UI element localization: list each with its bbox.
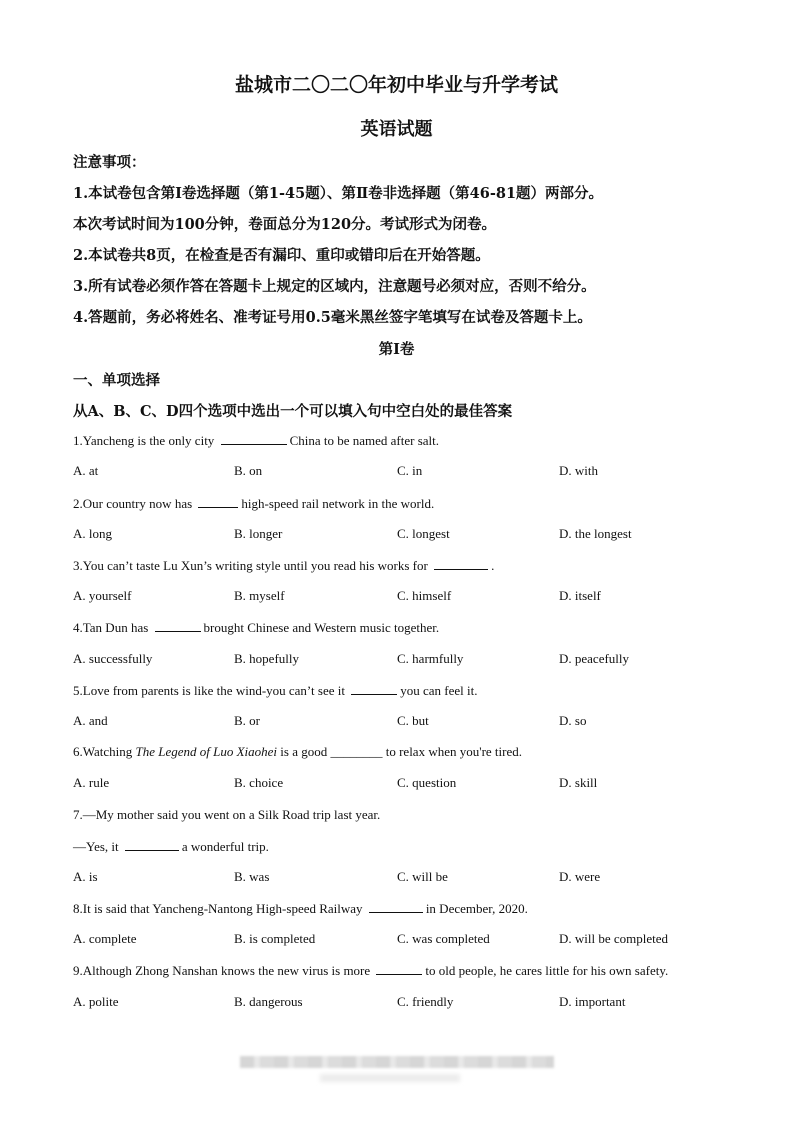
question-1 bbox=[73, 432, 439, 449]
option-c[interactable]: C. was completed bbox=[397, 931, 490, 946]
note-line: 3.所有试卷必须作答在答题卡上规定的区域内，注意题号必须对应，否则不给分。 bbox=[73, 278, 596, 295]
question-text: 5.Love from parents is like the wind-you can’t see it bbox=[73, 683, 349, 698]
question-8 bbox=[73, 900, 528, 917]
option-c[interactable]: C. in bbox=[397, 463, 423, 478]
question-6 bbox=[73, 744, 522, 760]
answer-blank bbox=[125, 838, 179, 851]
answer-blank bbox=[351, 682, 397, 695]
question-text: in December, 2020. bbox=[425, 901, 528, 916]
question-text: 3.You can’t taste Lu Xun’s writing style until you read his works for bbox=[73, 558, 432, 573]
question-text: to old people, he cares little for his own safety. bbox=[425, 963, 669, 978]
question-text: 6.Watching bbox=[73, 744, 136, 759]
question-text: —Yes, it bbox=[73, 839, 122, 854]
option-b[interactable]: B. choice bbox=[234, 775, 284, 790]
answer-blank bbox=[155, 619, 201, 632]
option-a[interactable]: A. polite bbox=[73, 994, 119, 1009]
option-a[interactable]: A. and bbox=[73, 713, 108, 728]
blurred-footer-watermark bbox=[320, 1074, 460, 1082]
option-a[interactable]: A. long bbox=[73, 526, 112, 541]
option-d[interactable]: D. skill bbox=[559, 775, 598, 790]
question-7-line1: 7.—My mother said you went on a Silk Road trip last year. bbox=[73, 807, 381, 822]
option-b[interactable]: B. on bbox=[234, 463, 263, 478]
option-b[interactable]: B. was bbox=[234, 869, 270, 884]
answer-blank bbox=[369, 900, 423, 913]
question-9 bbox=[73, 962, 668, 979]
option-c[interactable]: C. friendly bbox=[397, 994, 454, 1009]
notes-heading: 注意事项： bbox=[73, 154, 146, 171]
option-a[interactable]: A. rule bbox=[73, 775, 110, 790]
option-c[interactable]: C. but bbox=[397, 713, 429, 728]
option-d[interactable]: D. the longest bbox=[559, 526, 632, 541]
answer-blank bbox=[376, 962, 422, 975]
question-text: 4.Tan Dun has bbox=[73, 620, 152, 635]
question-text: brought Chinese and Western music together. bbox=[203, 620, 440, 635]
question-text: 1.Yancheng is the only city bbox=[73, 433, 218, 448]
option-c[interactable]: C. himself bbox=[397, 588, 452, 603]
option-a[interactable]: A. yourself bbox=[73, 588, 132, 603]
question-7 bbox=[73, 838, 269, 855]
question-text: you can feel it. bbox=[400, 683, 478, 698]
option-b[interactable]: B. is completed bbox=[234, 931, 316, 946]
option-d[interactable]: D. important bbox=[559, 994, 626, 1009]
question-text: 2.Our country now has bbox=[73, 496, 196, 511]
question-text: a wonderful trip. bbox=[181, 839, 269, 854]
part-heading: 一、单项选择 bbox=[73, 372, 160, 389]
note-line: 1.本试卷包含第Ⅰ卷选择题（第1-45题）、第Ⅱ卷非选择题（第46-81题）两部分。 bbox=[73, 185, 604, 202]
option-d[interactable]: D. will be completed bbox=[559, 931, 669, 946]
option-c[interactable]: C. question bbox=[397, 775, 457, 790]
option-b[interactable]: B. longer bbox=[234, 526, 283, 541]
book-title: The Legend of Luo Xiaohei bbox=[135, 744, 278, 759]
question-text: 8.It is said that Yancheng-Nantong High-speed Railway bbox=[73, 901, 366, 916]
question-text: 9.Although Zhong Nanshan knows the new virus is more bbox=[73, 963, 374, 978]
option-b[interactable]: B. or bbox=[234, 713, 260, 728]
option-c[interactable]: C. longest bbox=[397, 526, 450, 541]
option-a[interactable]: A. successfully bbox=[73, 651, 153, 666]
option-a[interactable]: A. at bbox=[73, 463, 99, 478]
note-line: 本次考试时间为100分钟，卷面总分为120分。考试形式为闭卷。 bbox=[73, 216, 497, 233]
answer-blank bbox=[221, 432, 287, 445]
question-text: high-speed rail network in the world. bbox=[241, 496, 435, 511]
option-d[interactable]: D. peacefully bbox=[559, 651, 630, 666]
exam-title: 盐城市二〇二〇年初中毕业与升学考试 bbox=[234, 74, 558, 96]
question-3 bbox=[73, 557, 494, 574]
answer-blank bbox=[434, 557, 488, 570]
volume-heading: 第Ⅰ卷 bbox=[378, 341, 415, 358]
option-b[interactable]: B. myself bbox=[234, 588, 285, 603]
question-text: China to be named after salt. bbox=[289, 433, 440, 448]
question-2 bbox=[73, 495, 434, 512]
option-d[interactable]: D. so bbox=[559, 713, 587, 728]
option-d[interactable]: D. with bbox=[559, 463, 598, 478]
note-line: 2.本试卷共8页，在检查是否有漏印、重印或错印后在开始答题。 bbox=[73, 247, 490, 264]
option-d[interactable]: D. were bbox=[559, 869, 601, 884]
question-5 bbox=[73, 682, 477, 699]
option-a[interactable]: A. is bbox=[73, 869, 98, 884]
note-line: 4.答题前，务必将姓名、准考证号用0.5毫米黑丝签字笔填写在试卷及答题卡上。 bbox=[73, 309, 592, 326]
option-c[interactable]: C. will be bbox=[397, 869, 448, 884]
instruction: 从A、B、C、D四个选项中选出一个可以填入句中空白处的最佳答案 bbox=[73, 403, 513, 420]
answer-blank bbox=[198, 495, 238, 508]
blurred-footer-watermark bbox=[240, 1056, 554, 1068]
exam-subtitle: 英语试题 bbox=[360, 119, 433, 140]
option-b[interactable]: B. hopefully bbox=[234, 651, 299, 666]
question-text: is a good ________ to relax when you're tired. bbox=[277, 744, 523, 759]
option-c[interactable]: C. harmfully bbox=[397, 651, 464, 666]
option-d[interactable]: D. itself bbox=[559, 588, 601, 603]
question-4 bbox=[73, 619, 439, 636]
option-a[interactable]: A. complete bbox=[73, 931, 137, 946]
option-b[interactable]: B. dangerous bbox=[234, 994, 303, 1009]
question-text: . bbox=[491, 558, 495, 573]
